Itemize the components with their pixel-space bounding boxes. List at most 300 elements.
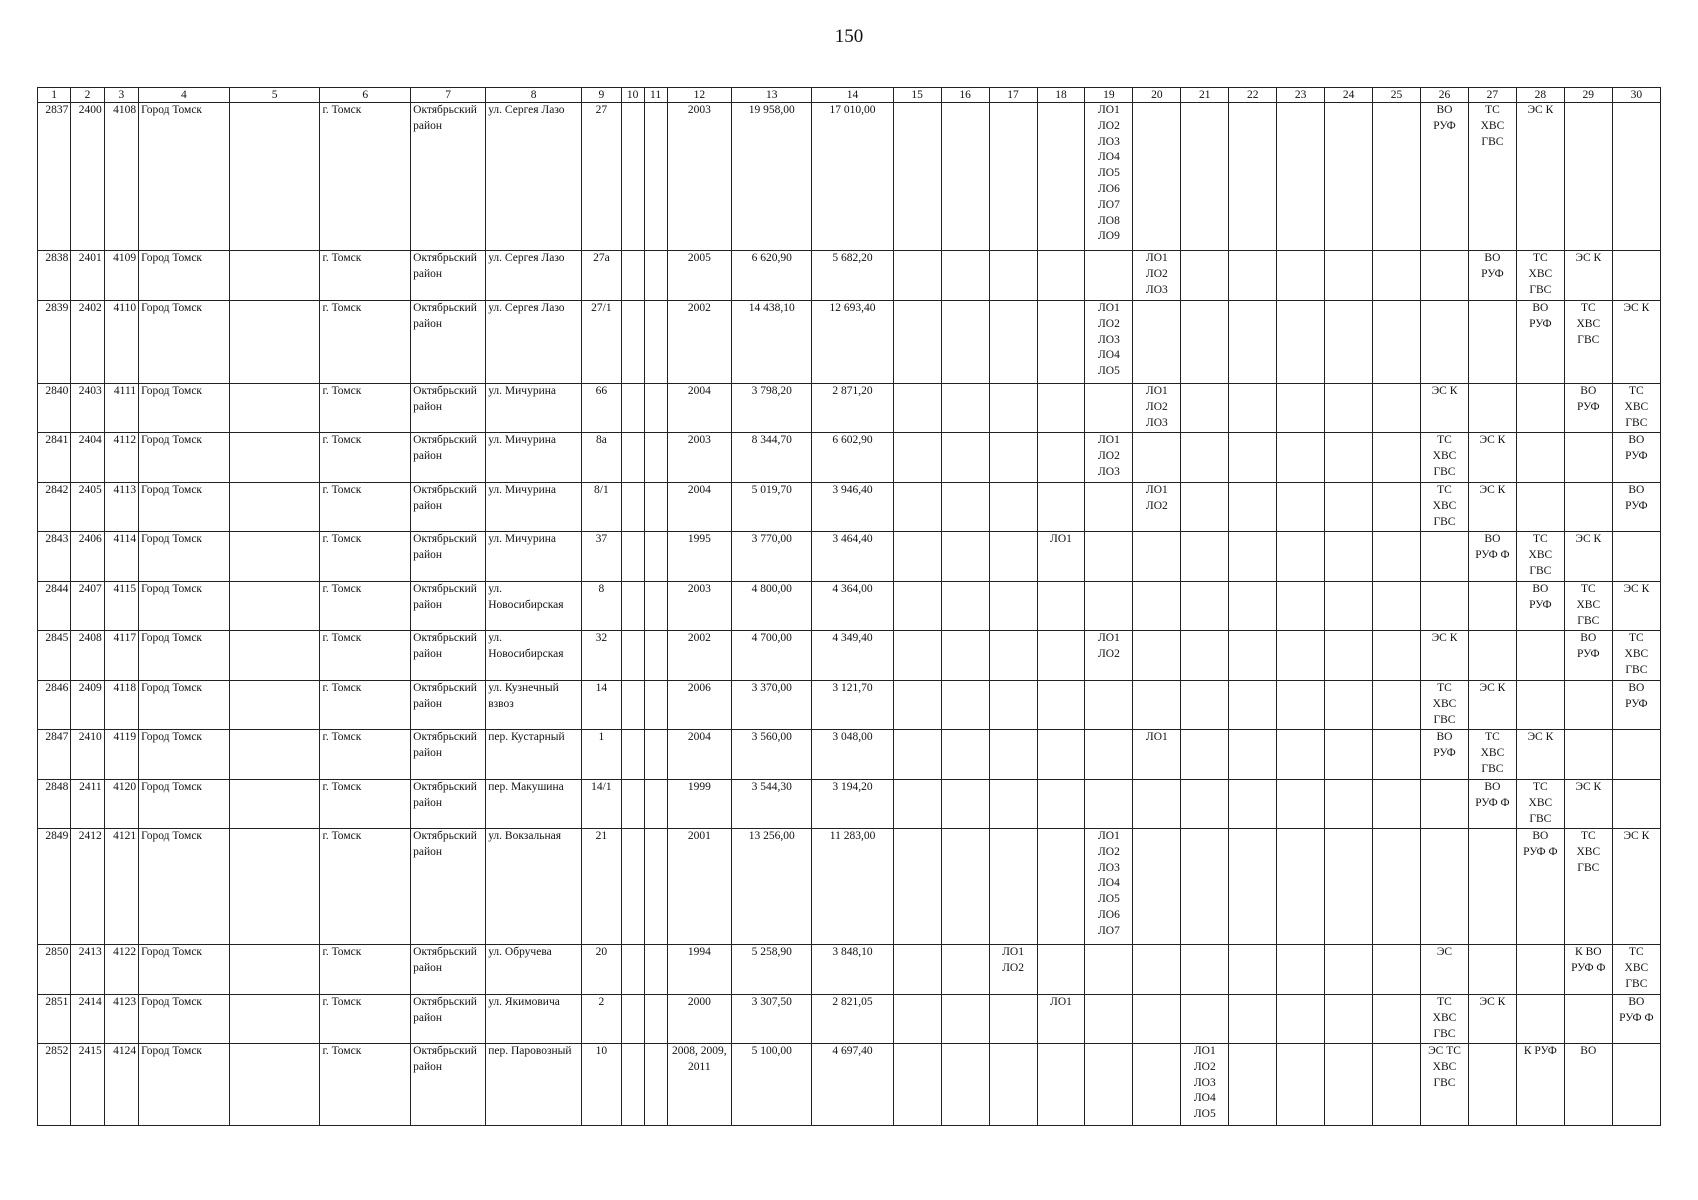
col-25-cell: [1373, 1044, 1421, 1126]
col-29-cell: ЭС К: [1564, 532, 1612, 582]
col-29-cell: [1564, 681, 1612, 730]
col-26-cell: ЭС К: [1421, 384, 1469, 433]
record-id-cell: 2412: [71, 829, 104, 945]
house-number-cell: 14/1: [582, 780, 622, 829]
col-29-cell: К ВО РУФ Ф: [1564, 945, 1612, 995]
col-27-cell: [1468, 945, 1516, 995]
column-header-13: 13: [732, 88, 812, 103]
col-5-cell: [229, 681, 320, 730]
table-row: [38, 631, 1661, 681]
col-5-cell: [229, 945, 320, 995]
col-19-cell: [1085, 1044, 1133, 1126]
col-10-cell: [621, 730, 644, 780]
build-year-cell: 2004: [667, 483, 732, 532]
col-5-cell: [229, 995, 320, 1044]
col-21-cell: [1181, 384, 1229, 433]
col-22-cell: [1229, 433, 1277, 483]
total-area-cell: 8 344,70: [732, 433, 812, 483]
street-cell: ул. Мичурина: [486, 483, 582, 532]
col-16-cell: [941, 433, 989, 483]
col-10-cell: [621, 1044, 644, 1126]
col-17-cell: [989, 780, 1037, 829]
col-25-cell: [1373, 995, 1421, 1044]
build-year-cell: 2000: [667, 995, 732, 1044]
building-id-cell: 4120: [104, 780, 138, 829]
row-number-cell: 2842: [38, 483, 71, 532]
build-year-cell: 1999: [667, 780, 732, 829]
table-row: [38, 995, 1661, 1044]
col-23-cell: [1277, 103, 1325, 251]
region-cell: Город Томск: [139, 532, 230, 582]
col-25-cell: [1373, 780, 1421, 829]
row-number-cell: 2843: [38, 532, 71, 582]
col-22-cell: [1229, 829, 1277, 945]
region-cell: Город Томск: [139, 301, 230, 384]
col-15-cell: [893, 945, 941, 995]
city-cell: г. Томск: [320, 483, 411, 532]
col-26-cell: [1421, 780, 1469, 829]
district-cell: Октябрьский район: [411, 829, 486, 945]
col-30-cell: ВО РУФ Ф: [1612, 995, 1660, 1044]
col-11-cell: [644, 945, 667, 995]
col-17-cell: ЛО1 ЛО2: [989, 945, 1037, 995]
col-24-cell: [1325, 829, 1373, 945]
col-17-cell: [989, 483, 1037, 532]
col-25-cell: [1373, 532, 1421, 582]
building-id-cell: 4112: [104, 433, 138, 483]
row-number-cell: 2849: [38, 829, 71, 945]
build-year-cell: 1995: [667, 532, 732, 582]
col-5-cell: [229, 483, 320, 532]
col-16-cell: [941, 532, 989, 582]
col-10-cell: [621, 631, 644, 681]
col-21-cell: [1181, 582, 1229, 631]
col-25-cell: [1373, 945, 1421, 995]
col-28-cell: [1516, 681, 1564, 730]
col-20-cell: [1133, 433, 1181, 483]
col-22-cell: [1229, 251, 1277, 301]
col-5-cell: [229, 433, 320, 483]
living-area-cell: 2 871,20: [812, 384, 893, 433]
record-id-cell: 2411: [71, 780, 104, 829]
column-header-18: 18: [1037, 88, 1085, 103]
col-22-cell: [1229, 780, 1277, 829]
col-21-cell: [1181, 681, 1229, 730]
col-22-cell: [1229, 681, 1277, 730]
col-18-cell: ЛО1: [1037, 995, 1085, 1044]
build-year-cell: 2004: [667, 384, 732, 433]
col-27-cell: [1468, 301, 1516, 384]
street-cell: ул. Вокзальная: [486, 829, 582, 945]
col-30-cell: [1612, 1044, 1660, 1126]
col-26-cell: ВО РУФ: [1421, 103, 1469, 251]
col-18-cell: [1037, 582, 1085, 631]
district-cell: Октябрьский район: [411, 103, 486, 251]
region-cell: Город Томск: [139, 483, 230, 532]
region-cell: Город Томск: [139, 251, 230, 301]
total-area-cell: 5 100,00: [732, 1044, 812, 1126]
building-id-cell: 4115: [104, 582, 138, 631]
col-5-cell: [229, 384, 320, 433]
city-cell: г. Томск: [320, 251, 411, 301]
column-header-20: 20: [1133, 88, 1181, 103]
row-number-cell: 2839: [38, 301, 71, 384]
build-year-cell: 1994: [667, 945, 732, 995]
col-17-cell: [989, 995, 1037, 1044]
house-number-cell: 32: [582, 631, 622, 681]
region-cell: Город Томск: [139, 945, 230, 995]
city-cell: г. Томск: [320, 730, 411, 780]
city-cell: г. Томск: [320, 384, 411, 433]
col-19-cell: [1085, 483, 1133, 532]
col-25-cell: [1373, 730, 1421, 780]
col-27-cell: [1468, 631, 1516, 681]
row-number-cell: 2846: [38, 681, 71, 730]
col-17-cell: [989, 103, 1037, 251]
city-cell: г. Томск: [320, 631, 411, 681]
col-15-cell: [893, 780, 941, 829]
col-20-cell: [1133, 631, 1181, 681]
region-cell: Город Томск: [139, 829, 230, 945]
record-id-cell: 2401: [71, 251, 104, 301]
col-25-cell: [1373, 483, 1421, 532]
col-18-cell: [1037, 829, 1085, 945]
col-30-cell: ВО РУФ: [1612, 433, 1660, 483]
house-number-cell: 27а: [582, 251, 622, 301]
col-24-cell: [1325, 1044, 1373, 1126]
col-26-cell: ЭС: [1421, 945, 1469, 995]
living-area-cell: 4 364,00: [812, 582, 893, 631]
street-cell: пер. Кустарный: [486, 730, 582, 780]
col-24-cell: [1325, 532, 1373, 582]
col-11-cell: [644, 681, 667, 730]
col-19-cell: ЛО1 ЛО2 ЛО3 ЛО4 ЛО5 ЛО6 ЛО7 ЛО8 ЛО9: [1085, 103, 1133, 251]
col-11-cell: [644, 730, 667, 780]
column-header-28: 28: [1516, 88, 1564, 103]
col-24-cell: [1325, 483, 1373, 532]
col-18-cell: [1037, 945, 1085, 995]
col-11-cell: [644, 483, 667, 532]
col-17-cell: [989, 829, 1037, 945]
col-16-cell: [941, 730, 989, 780]
col-19-cell: [1085, 945, 1133, 995]
street-cell: ул. Мичурина: [486, 384, 582, 433]
col-15-cell: [893, 384, 941, 433]
col-21-cell: [1181, 995, 1229, 1044]
col-19-cell: [1085, 532, 1133, 582]
street-cell: пер. Макушина: [486, 780, 582, 829]
col-11-cell: [644, 1044, 667, 1126]
col-22-cell: [1229, 532, 1277, 582]
city-cell: г. Томск: [320, 995, 411, 1044]
col-27-cell: ЭС К: [1468, 681, 1516, 730]
city-cell: г. Томск: [320, 681, 411, 730]
col-28-cell: [1516, 945, 1564, 995]
district-cell: Октябрьский район: [411, 995, 486, 1044]
col-22-cell: [1229, 995, 1277, 1044]
living-area-cell: 5 682,20: [812, 251, 893, 301]
total-area-cell: 5 019,70: [732, 483, 812, 532]
col-23-cell: [1277, 433, 1325, 483]
col-30-cell: [1612, 103, 1660, 251]
col-5-cell: [229, 730, 320, 780]
col-10-cell: [621, 433, 644, 483]
record-id-cell: 2409: [71, 681, 104, 730]
col-17-cell: [989, 301, 1037, 384]
col-10-cell: [621, 780, 644, 829]
col-15-cell: [893, 829, 941, 945]
column-header-19: 19: [1085, 88, 1133, 103]
col-28-cell: [1516, 384, 1564, 433]
city-cell: г. Томск: [320, 582, 411, 631]
col-16-cell: [941, 780, 989, 829]
col-25-cell: [1373, 582, 1421, 631]
col-25-cell: [1373, 681, 1421, 730]
col-27-cell: ВО РУФ Ф: [1468, 532, 1516, 582]
col-29-cell: ВО: [1564, 1044, 1612, 1126]
row-number-cell: 2837: [38, 103, 71, 251]
col-19-cell: [1085, 582, 1133, 631]
page-number: 150: [834, 26, 864, 47]
col-23-cell: [1277, 995, 1325, 1044]
street-cell: ул. Сергея Лазо: [486, 251, 582, 301]
col-23-cell: [1277, 532, 1325, 582]
street-cell: ул. Кузнечный взвоз: [486, 681, 582, 730]
row-number-cell: 2850: [38, 945, 71, 995]
row-number-cell: 2838: [38, 251, 71, 301]
col-28-cell: ВО РУФ: [1516, 582, 1564, 631]
col-11-cell: [644, 251, 667, 301]
col-16-cell: [941, 582, 989, 631]
col-24-cell: [1325, 730, 1373, 780]
col-28-cell: ТС ХВС ГВС: [1516, 532, 1564, 582]
col-24-cell: [1325, 780, 1373, 829]
col-11-cell: [644, 433, 667, 483]
column-header-2: 2: [71, 88, 104, 103]
col-19-cell: ЛО1 ЛО2: [1085, 631, 1133, 681]
col-20-cell: ЛО1 ЛО2: [1133, 483, 1181, 532]
col-19-cell: ЛО1 ЛО2 ЛО3 ЛО4 ЛО5 ЛО6 ЛО7: [1085, 829, 1133, 945]
col-18-cell: [1037, 681, 1085, 730]
region-cell: Город Томск: [139, 582, 230, 631]
living-area-cell: 3 848,10: [812, 945, 893, 995]
col-30-cell: ТС ХВС ГВС: [1612, 945, 1660, 995]
region-cell: Город Томск: [139, 780, 230, 829]
column-header-11: 11: [644, 88, 667, 103]
column-header-15: 15: [893, 88, 941, 103]
col-18-cell: [1037, 730, 1085, 780]
building-id-cell: 4114: [104, 532, 138, 582]
street-cell: ул. Мичурина: [486, 433, 582, 483]
house-number-cell: 21: [582, 829, 622, 945]
column-header-8: 8: [486, 88, 582, 103]
col-26-cell: [1421, 829, 1469, 945]
col-15-cell: [893, 1044, 941, 1126]
col-23-cell: [1277, 945, 1325, 995]
col-23-cell: [1277, 829, 1325, 945]
col-17-cell: [989, 1044, 1037, 1126]
col-20-cell: [1133, 995, 1181, 1044]
table-row: [38, 384, 1661, 433]
col-28-cell: ВО РУФ: [1516, 301, 1564, 384]
table-row: [38, 532, 1661, 582]
street-cell: ул. Сергея Лазо: [486, 103, 582, 251]
col-18-cell: [1037, 1044, 1085, 1126]
house-number-cell: 27/1: [582, 301, 622, 384]
district-cell: Октябрьский район: [411, 433, 486, 483]
house-number-cell: 37: [582, 532, 622, 582]
region-cell: Город Томск: [139, 631, 230, 681]
total-area-cell: 3 307,50: [732, 995, 812, 1044]
housing-register-table: [37, 87, 1661, 1126]
col-15-cell: [893, 730, 941, 780]
column-header-1: 1: [38, 88, 71, 103]
col-15-cell: [893, 301, 941, 384]
col-24-cell: [1325, 251, 1373, 301]
col-17-cell: [989, 730, 1037, 780]
col-29-cell: [1564, 433, 1612, 483]
col-30-cell: [1612, 730, 1660, 780]
col-21-cell: [1181, 780, 1229, 829]
col-27-cell: ЭС К: [1468, 483, 1516, 532]
city-cell: г. Томск: [320, 945, 411, 995]
record-id-cell: 2408: [71, 631, 104, 681]
col-22-cell: [1229, 103, 1277, 251]
col-18-cell: [1037, 251, 1085, 301]
col-22-cell: [1229, 384, 1277, 433]
build-year-cell: 2001: [667, 829, 732, 945]
col-27-cell: [1468, 384, 1516, 433]
col-10-cell: [621, 532, 644, 582]
building-id-cell: 4108: [104, 103, 138, 251]
build-year-cell: 2003: [667, 433, 732, 483]
district-cell: Октябрьский район: [411, 532, 486, 582]
col-26-cell: ТС ХВС ГВС: [1421, 681, 1469, 730]
col-22-cell: [1229, 1044, 1277, 1126]
col-26-cell: ТС ХВС ГВС: [1421, 995, 1469, 1044]
col-28-cell: [1516, 995, 1564, 1044]
column-number-header-row: [38, 88, 1661, 103]
building-id-cell: 4124: [104, 1044, 138, 1126]
col-10-cell: [621, 829, 644, 945]
region-cell: Город Томск: [139, 995, 230, 1044]
column-header-16: 16: [941, 88, 989, 103]
col-30-cell: ВО РУФ: [1612, 681, 1660, 730]
col-19-cell: [1085, 681, 1133, 730]
col-11-cell: [644, 780, 667, 829]
col-24-cell: [1325, 681, 1373, 730]
col-20-cell: [1133, 582, 1181, 631]
col-22-cell: [1229, 945, 1277, 995]
col-5-cell: [229, 301, 320, 384]
table-row: [38, 829, 1661, 945]
col-26-cell: [1421, 532, 1469, 582]
col-17-cell: [989, 631, 1037, 681]
col-29-cell: ВО РУФ: [1564, 631, 1612, 681]
col-5-cell: [229, 780, 320, 829]
col-20-cell: [1133, 945, 1181, 995]
col-17-cell: [989, 433, 1037, 483]
living-area-cell: 3 194,20: [812, 780, 893, 829]
build-year-cell: 2005: [667, 251, 732, 301]
district-cell: Октябрьский район: [411, 631, 486, 681]
street-cell: ул. Сергея Лазо: [486, 301, 582, 384]
col-20-cell: [1133, 1044, 1181, 1126]
col-27-cell: ВО РУФ Ф: [1468, 780, 1516, 829]
col-11-cell: [644, 582, 667, 631]
table-row: [38, 582, 1661, 631]
district-cell: Октябрьский район: [411, 384, 486, 433]
column-header-7: 7: [411, 88, 486, 103]
city-cell: г. Томск: [320, 103, 411, 251]
col-17-cell: [989, 582, 1037, 631]
col-15-cell: [893, 582, 941, 631]
col-19-cell: ЛО1 ЛО2 ЛО3: [1085, 433, 1133, 483]
col-29-cell: ТС ХВС ГВС: [1564, 301, 1612, 384]
house-number-cell: 14: [582, 681, 622, 730]
col-23-cell: [1277, 730, 1325, 780]
col-15-cell: [893, 995, 941, 1044]
col-28-cell: ТС ХВС ГВС: [1516, 780, 1564, 829]
record-id-cell: 2413: [71, 945, 104, 995]
col-25-cell: [1373, 631, 1421, 681]
column-header-10: 10: [621, 88, 644, 103]
street-cell: ул. Новосибирская: [486, 631, 582, 681]
total-area-cell: 3 798,20: [732, 384, 812, 433]
region-cell: Город Томск: [139, 1044, 230, 1126]
col-20-cell: ЛО1: [1133, 730, 1181, 780]
col-26-cell: [1421, 582, 1469, 631]
living-area-cell: 4 697,40: [812, 1044, 893, 1126]
living-area-cell: 11 283,00: [812, 829, 893, 945]
col-30-cell: ТС ХВС ГВС: [1612, 384, 1660, 433]
record-id-cell: 2400: [71, 103, 104, 251]
col-16-cell: [941, 103, 989, 251]
total-area-cell: 3 544,30: [732, 780, 812, 829]
living-area-cell: 3 464,40: [812, 532, 893, 582]
col-24-cell: [1325, 384, 1373, 433]
row-number-cell: 2852: [38, 1044, 71, 1126]
row-number-cell: 2848: [38, 780, 71, 829]
col-16-cell: [941, 301, 989, 384]
building-id-cell: 4121: [104, 829, 138, 945]
col-29-cell: ЭС К: [1564, 780, 1612, 829]
column-header-21: 21: [1181, 88, 1229, 103]
house-number-cell: 2: [582, 995, 622, 1044]
record-id-cell: 2407: [71, 582, 104, 631]
col-19-cell: ЛО1 ЛО2 ЛО3 ЛО4 ЛО5: [1085, 301, 1133, 384]
col-26-cell: ТС ХВС ГВС: [1421, 433, 1469, 483]
column-header-27: 27: [1468, 88, 1516, 103]
col-29-cell: ЭС К: [1564, 251, 1612, 301]
building-id-cell: 4110: [104, 301, 138, 384]
col-25-cell: [1373, 433, 1421, 483]
city-cell: г. Томск: [320, 301, 411, 384]
street-cell: ул. Обручева: [486, 945, 582, 995]
col-28-cell: [1516, 433, 1564, 483]
col-20-cell: [1133, 681, 1181, 730]
col-25-cell: [1373, 301, 1421, 384]
col-20-cell: [1133, 103, 1181, 251]
column-header-6: 6: [320, 88, 411, 103]
col-18-cell: [1037, 433, 1085, 483]
col-30-cell: [1612, 251, 1660, 301]
table-row: [38, 1044, 1661, 1126]
col-22-cell: [1229, 730, 1277, 780]
col-18-cell: [1037, 483, 1085, 532]
col-21-cell: [1181, 483, 1229, 532]
region-cell: Город Томск: [139, 433, 230, 483]
